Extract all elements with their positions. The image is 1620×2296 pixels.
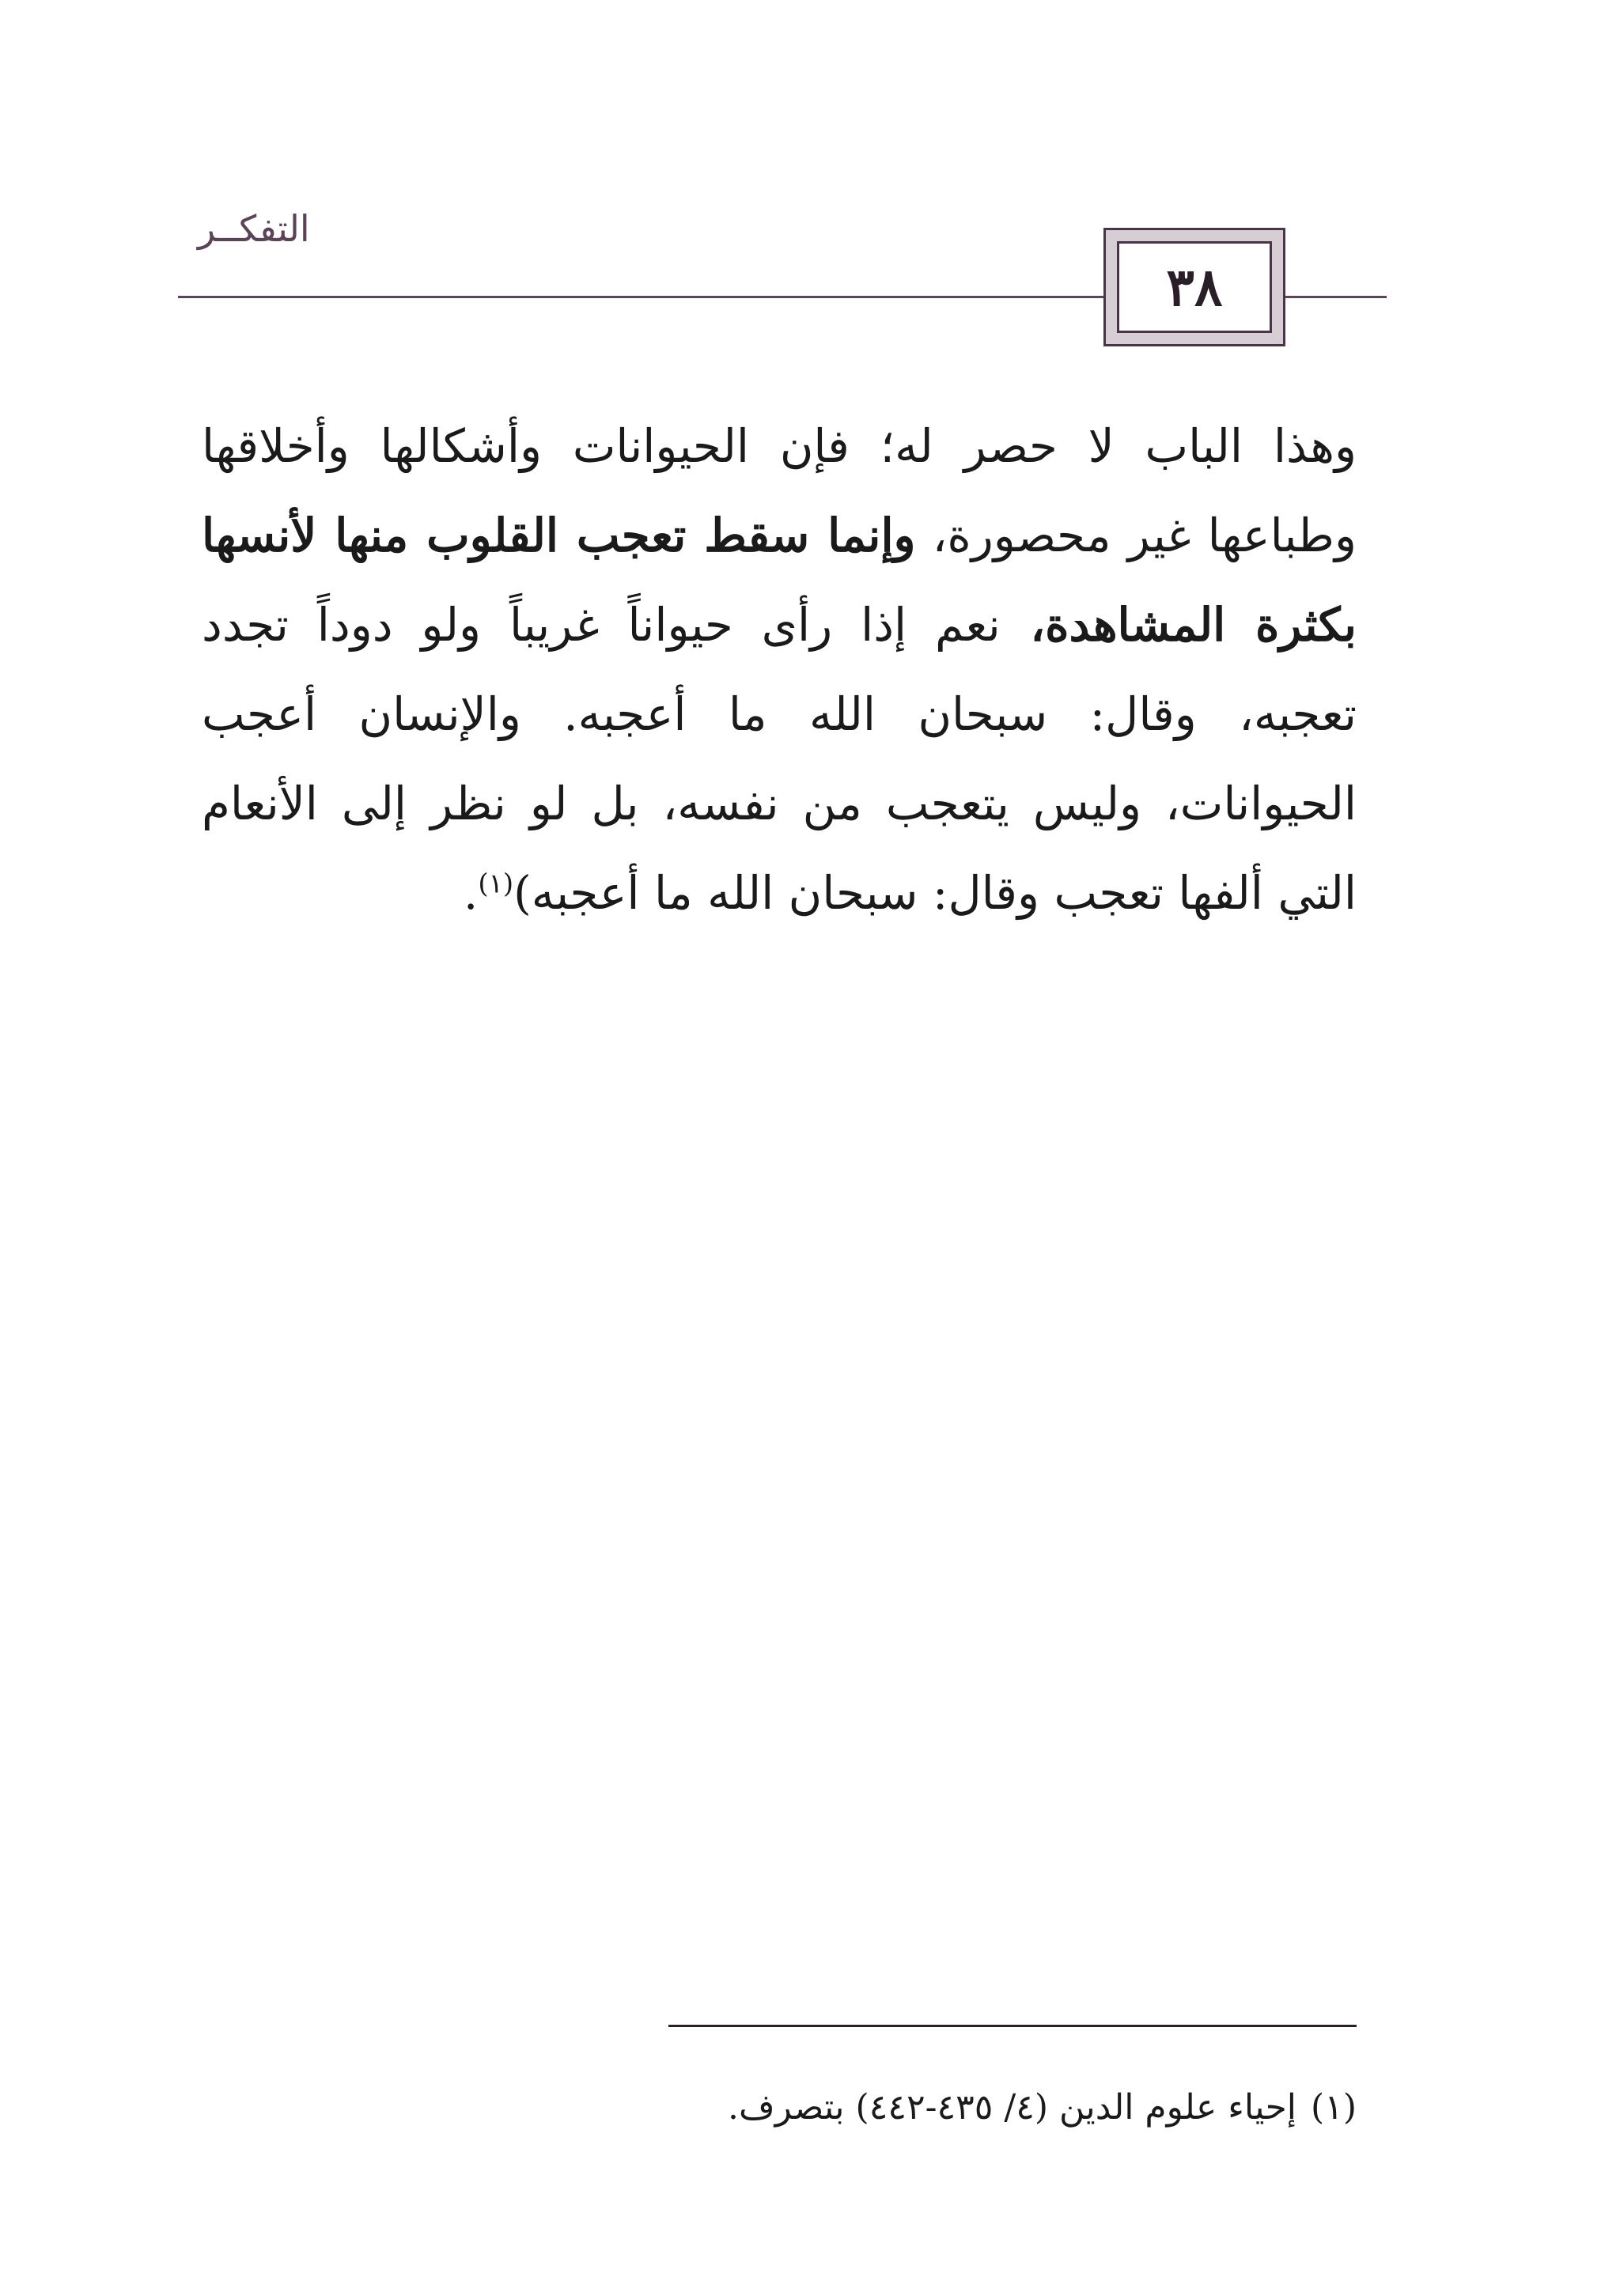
page-number-inner	[1117, 241, 1272, 333]
main-paragraph	[202, 402, 1357, 938]
footnote-marker: (١)	[1311, 2087, 1357, 2128]
paragraph-ending: .	[463, 866, 479, 920]
paragraph-segment: وهذا الباب لا حصر له؛ فإن الحيوانات وأشكالها وأخلاقها وطباعها غير محصورة،	[202, 419, 1357, 562]
footnote-reference[interactable]: (١)	[478, 868, 514, 900]
page-number: ٣٨	[1166, 256, 1223, 318]
paragraph-segment-bold: وإنما سقط تعجب القلوب منها لأنسها بكثرة المشاهدة،	[202, 509, 1357, 652]
footnote	[202, 2080, 1357, 2135]
footnote-rule	[668, 2025, 1357, 2027]
running-title: التفكــر	[198, 207, 310, 250]
paragraph-segment: نعم إذا رأى حيواناً غريباً ولو دوداً تجدد تعجبه، وقال: سبحان الله ما أعجبه. والإنسان أعجب الحيوانات، وليس يتعجب من نفسه، بل لو نظر إلى الأنعام التي ألفها تعجب وقال: سبحان الله ما أعجبه)	[202, 598, 1357, 920]
footnote-text: إحياء علوم الدين (٤/ ٤٣٥-٤٤٢) بتصرف.	[727, 2087, 1297, 2128]
page-number-frame	[1103, 228, 1285, 346]
